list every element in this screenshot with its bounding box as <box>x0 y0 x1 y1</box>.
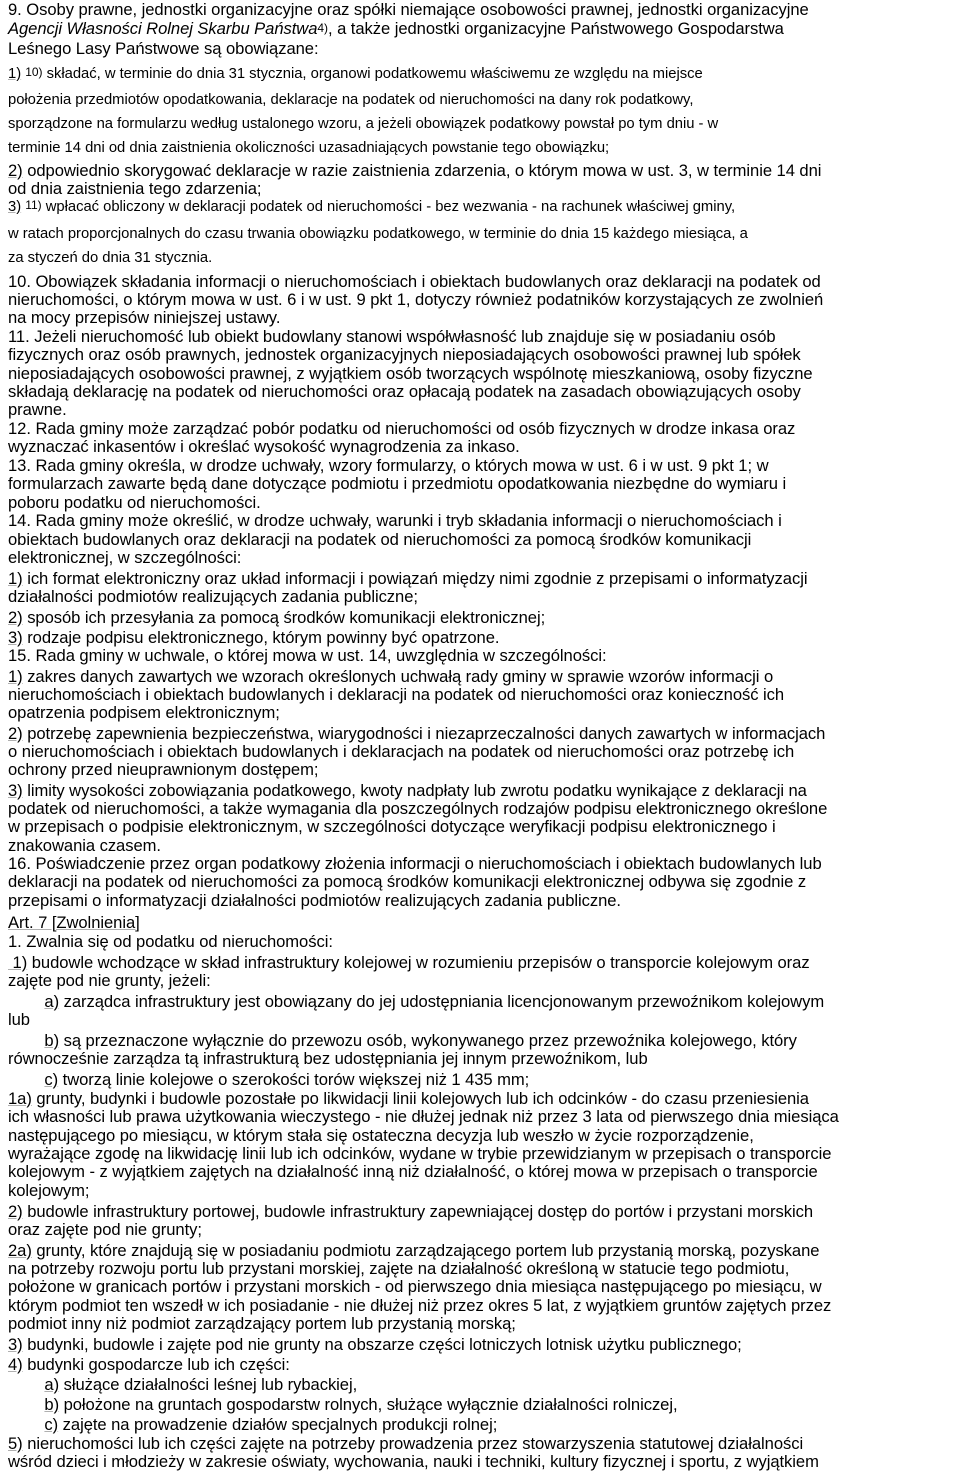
text-line: nieposiadających osobowości prawnej, z wyjątkiem osób tworzących wspólnotę mieszkaniową, osoby fizyczne <box>8 364 813 383</box>
text-line: nieruchomościach i obiektach budowlanych i deklaracji na podatek od nieruchomości oraz konieczność ich <box>8 685 785 704</box>
text-line: obiektach budowlanych oraz deklaracji na podatek od nieruchomości za pomocą środków komunikacji <box>8 530 752 549</box>
text-line: równocześnie zarządza tą infrastrukturą bez udostępniania jej innym przewoźnikom, lub <box>8 1049 648 1068</box>
text-line <box>8 1415 497 1434</box>
text-line <box>8 1202 813 1221</box>
text-line <box>8 569 807 588</box>
footnote-marker: 10) <box>25 65 43 79</box>
line-segment: Agencji Własności Rolnej Skarbu Państwa <box>8 19 318 38</box>
text-line: przepisami o informatyzacji działalności podmiotów realizujących zadania publiczne. <box>8 891 621 910</box>
text-line: kolejowym - z wyjątkiem zajętych na działalność inną niż działalność, o której mowa w przepisach o transporcie <box>8 1162 818 1181</box>
line-segment: zarządca infrastruktury jest obowiązany do jej udostępniania licencjonowanym przewoźnikom kolejowym <box>59 992 825 1011</box>
line-segment <box>8 1395 44 1414</box>
line-segment: służące działalności leśnej lub rybackiej, <box>59 1375 358 1394</box>
text-line: opatrzenia podpisem elektronicznym; <box>8 703 280 722</box>
footnote-marker: 11) <box>25 198 42 212</box>
item-marker-link[interactable]: b) <box>44 1395 60 1414</box>
item-marker-link[interactable]: 1) <box>8 667 23 686</box>
item-marker-link[interactable]: 2) <box>8 724 23 743</box>
text-line: poboru podatku od nieruchomości. <box>8 493 261 512</box>
text-line: terminie 14 dni od dnia zaistnienia okoliczności uzasadniających powstanie tego obowiązku; <box>8 140 610 156</box>
text-line <box>8 1434 803 1453</box>
item-marker-link[interactable]: 3) <box>8 1335 23 1354</box>
text-line <box>8 628 499 647</box>
text-line: w przepisach o podpisie elektronicznym, w szczególności dotyczące weryfikacji podpisu elektronicznego i <box>8 817 776 836</box>
line-segment <box>8 1415 44 1434</box>
item-marker-link[interactable]: 3) <box>8 199 22 215</box>
line-segment: grunty, które znajdują się w posiadaniu podmiotu zarządzającego portem lub przystanią morską, pozyskane <box>31 1241 820 1260</box>
line-segment: położone na gruntach gospodarstw rolnych, służące wyłącznie działalności rolniczej, <box>59 1395 678 1414</box>
text-line: na mocy przepisów niniejszej ustawy. <box>8 308 281 327</box>
text-line <box>8 198 735 217</box>
text-line: deklaracji na podatek od nieruchomości za pomocą środków komunikacji elektronicznej odbywa się zgodnie z <box>8 872 807 891</box>
text-line: 13. Rada gminy określa, w drodze uchwały, wzory formularzy, o których mowa w ust. 6 i w ust. 9 pkt 1; w <box>8 456 769 475</box>
text-line: sporządzone na formularzu według ustalonego wzoru, a jeżeli obowiązek podatkowy powstał po tym dniu - w <box>8 116 719 132</box>
item-marker-link[interactable]: 2a) <box>8 1241 32 1260</box>
line-segment: tworzą linie kolejowe o szerokości torów większej niż 1 435 mm; <box>58 1070 530 1089</box>
text-line: 9. Osoby prawne, jednostki organizacyjne oraz spółki niemające osobowości prawnej, jednostki organizacyjne <box>8 0 809 19</box>
text-line <box>8 161 821 180</box>
item-marker-link[interactable]: 2) <box>8 1202 23 1221</box>
text-line: 11. Jeżeli nieruchomość lub obiekt budowlany stanowi współwłasność lub znajduje się w posiadaniu osób <box>8 327 776 346</box>
text-line: położone w granicach portów i przystani morskich - od pierwszego dnia miesiąca następującego po miesiącu, w <box>8 1277 822 1296</box>
item-marker-link[interactable]: 1) <box>8 66 22 82</box>
line-segment: składać, w terminie do dnia 31 stycznia, organowi podatkowemu właściwemu ze względu na miejsce <box>42 66 703 82</box>
text-line: formularzach zawarte będą dane dotyczące podmiotu i przedmiotu opodatkowania niezbędne do wymiaru i <box>8 474 787 493</box>
footnote-marker: 4) <box>317 21 328 35</box>
line-segment: budowle infrastruktury portowej, budowle infrastruktury zapewniającej dostęp do portów i przystani morskich <box>22 1202 814 1221</box>
line-segment <box>8 1070 44 1089</box>
text-line <box>8 65 703 84</box>
text-line: oraz zajęte pod nie grunty; <box>8 1220 202 1239</box>
text-line: od dnia zaistnienia tego zdarzenia; <box>8 179 262 198</box>
text-line <box>8 608 545 627</box>
item-marker-link[interactable]: 1) <box>8 569 23 588</box>
line-segment: , a także jednostki organizacyjne Państwowego Gospodarstwa <box>327 19 784 38</box>
line-segment <box>8 992 44 1011</box>
text-line: o nieruchomościach i obiektach budowlanych i deklaracjach na podatek od nieruchomości oraz potrzebę ich <box>8 742 795 761</box>
line-segment: są przeznaczone wyłącznie do przewozu osób, wykonywanego przez przewoźnika kolejowego, który <box>59 1031 797 1050</box>
line-segment: zajęte na prowadzenie działów specjalnych produkcji rolnej; <box>58 1415 498 1434</box>
line-segment: budynki gospodarcze lub ich części: <box>22 1355 290 1374</box>
text-line: za styczeń do dnia 31 stycznia. <box>8 250 213 266</box>
text-line <box>8 781 807 800</box>
text-line: ich własności lub prawa użytkowania wieczystego - nie dłużej jednak niż przez 3 lata od pierwszego dnia miesiąca <box>8 1107 839 1126</box>
line-segment: limity wysokości zobowiązania podatkowego, kwoty nadpłaty lub zwrotu podatku wynikające z deklaracji na <box>22 781 807 800</box>
text-line: na potrzeby rozwoju portu lub przystani morskiej, zajęte na działalność określoną w statucie tego podmiotu, <box>8 1259 790 1278</box>
item-marker-link[interactable]: b) <box>44 1031 60 1050</box>
text-line: 16. Poświadczenie przez organ podatkowy złożenia informacji o nieruchomościach i obiektach budowlanych lub <box>8 854 822 873</box>
text-line <box>8 1070 529 1089</box>
text-line: 1. Zwalnia się od podatku od nieruchomości: <box>8 932 333 951</box>
text-line: prawne. <box>8 400 67 419</box>
text-line: wyznaczać inkasentów i określać wysokość wynagrodzenia za inkaso. <box>8 437 520 456</box>
text-line <box>8 1395 678 1414</box>
text-line <box>8 1355 290 1374</box>
text-line <box>8 1089 809 1108</box>
line-segment <box>8 1375 44 1394</box>
text-line <box>8 1375 357 1394</box>
text-line: wśród dzieci i młodzieży w zakresie oświaty, wychowania, nauki i techniki, kultury fizycznej i sportu, z wyjątkiem <box>8 1452 819 1471</box>
text-line <box>8 953 810 972</box>
text-line: znakowania czasem. <box>8 836 161 855</box>
item-marker-link[interactable]: c) <box>44 1415 59 1434</box>
line-segment: budynki, budowle i zajęte pod nie grunty na obszarze części lotniczych lotnisk użytku publicznego; <box>22 1335 742 1354</box>
text-line: kolejowym; <box>8 1181 90 1200</box>
item-marker-link[interactable]: a) <box>44 1375 60 1394</box>
line-segment: grunty, budynki i budowle pozostałe po likwidacji linii kolejowych lub ich odcinków - do czasu przeniesienia <box>31 1089 809 1108</box>
item-marker-link[interactable]: 2) <box>8 608 23 627</box>
text-line: 14. Rada gminy może określić, w drodze uchwały, warunki i tryb składania informacji o nieruchomościach i <box>8 511 782 530</box>
text-line: zajęte pod nie grunty, jeżeli: <box>8 971 211 990</box>
text-line: wyrażające zgodę na likwidację linii lub ich odcinków, wydane w trybie przewidzianym w przepisach o transporcie <box>8 1144 832 1163</box>
line-segment: zakres danych zawartych we wzorach określonych uchwałą rady gminy w sprawie wzorów informacji o <box>22 667 774 686</box>
item-marker-link[interactable]: 3) <box>8 628 23 647</box>
item-marker-link[interactable]: a) <box>44 992 60 1011</box>
text-line: podatek od nieruchomości, a także wymagania dla poszczególnych rodzajów podpisu elektronicznego określone <box>8 799 828 818</box>
line-segment <box>8 1031 44 1050</box>
text-line: w ratach proporcjonalnych do czasu trwania obowiązku podatkowego, w terminie do dnia 15 każdego miesiąca, a <box>8 226 748 242</box>
text-line: 15. Rada gminy w uchwale, o której mowa w ust. 14, uwzględnia w szczególności: <box>8 646 607 665</box>
item-marker-link[interactable]: 1a) <box>8 1089 32 1108</box>
text-line: Leśnego Lasy Państwowe są obowiązane: <box>8 39 319 58</box>
item-marker-link[interactable]: 4) <box>8 1355 23 1374</box>
line-segment: odpowiednio skorygować deklaracje w razie zaistnienia zdarzenia, o którym mowa w ust. 3, w terminie 14 dni <box>22 161 822 180</box>
line-segment: ich format elektroniczny oraz układ informacji i powiązań między nimi zgodnie z przepisami o informatyzacji <box>22 569 808 588</box>
text-line <box>8 992 824 1011</box>
line-segment: budowle wchodzące w skład infrastruktury kolejowej w rozumieniu przepisów o transporcie kolejowym oraz <box>27 953 810 972</box>
line-segment: rodzaje podpisu elektronicznego, którym powinny być opatrzone. <box>22 628 500 647</box>
item-marker-link[interactable]: 5) <box>8 1434 23 1453</box>
text-line: podmiot inny niż podmiot zarządzający portem lub przystanią morską; <box>8 1314 516 1333</box>
text-line <box>8 1031 797 1050</box>
text-line <box>8 19 784 38</box>
item-marker-link[interactable]: 1) <box>8 953 28 972</box>
item-marker-link[interactable]: c) <box>44 1070 59 1089</box>
text-line: 12. Rada gminy może zarządzać pobór podatku od nieruchomości od osób fizycznych w drodze inkasa oraz <box>8 419 796 438</box>
text-line: fizycznych oraz osób prawnych, jednostek organizacyjnych nieposiadających osobowości prawnej lub spółek <box>8 345 801 364</box>
text-line <box>8 724 825 743</box>
item-marker-link[interactable]: Art. 7 [Zwolnienia] <box>8 913 140 932</box>
text-line: nieruchomości, o którym mowa w ust. 6 i w ust. 9 pkt 1, dotyczy również podatników korzystających ze zwolnień <box>8 290 824 309</box>
line-segment: wpłacać obliczony w deklaracji podatek od nieruchomości - bez wezwania - na rachunek właściwej gminy, <box>41 199 736 215</box>
text-line: lub <box>8 1010 30 1029</box>
text-line: ochrony przed nieuprawnionym dostępem; <box>8 760 319 779</box>
text-line: 10. Obowiązek składania informacji o nieruchomościach i obiektach budowlanych oraz deklaracji na podatek od <box>8 272 821 291</box>
line-segment: potrzebę zapewnienia bezpieczeństwa, wiarygodności i niezaprzeczalności danych zawartych w informacjach <box>22 724 826 743</box>
text-line <box>8 667 773 686</box>
text-line: elektronicznej, w szczególności: <box>8 548 242 567</box>
text-line: składają deklarację na podatek od nieruchomości oraz opłacają podatek na zasadach obowiązujących osoby <box>8 382 801 401</box>
line-segment: nieruchomości lub ich części zajęte na potrzeby prowadzenia przez stowarzyszenia statutowej działalności <box>22 1434 804 1453</box>
line-segment: sposób ich przesyłania za pomocą środków komunikacji elektronicznej; <box>22 608 546 627</box>
text-line: którym podmiot ten wszedł w ich posiadanie - nie dłużej niż przez okres 5 lat, z wyjątkiem gruntów zajętych przez <box>8 1296 832 1315</box>
text-line <box>8 1241 819 1260</box>
text-line: położenia przedmiotów opodatkowania, deklaracje na podatek od nieruchomości na dany rok podatkowy, <box>8 92 694 108</box>
text-line: następującego po miesiącu, w którym stała się ostateczna decyzja lub weszło w życie rozporządzenie, <box>8 1126 754 1145</box>
text-line <box>8 1335 742 1354</box>
text-line <box>8 913 140 932</box>
item-marker-link[interactable]: 3) <box>8 781 23 800</box>
text-line: działalności podmiotów realizujących zadania publiczne; <box>8 587 418 606</box>
item-marker-link[interactable]: 2) <box>8 161 23 180</box>
